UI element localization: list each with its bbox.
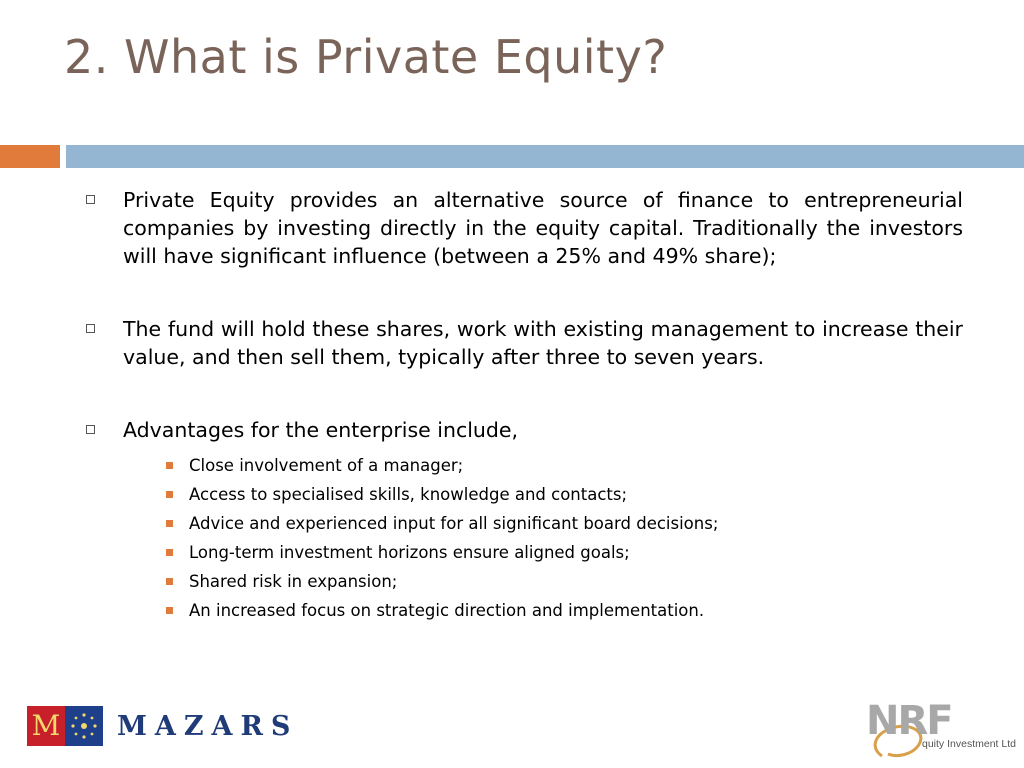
sub-bullet-item (166, 538, 963, 567)
bullet-text: Advantages for the enterprise include, (123, 418, 519, 442)
square-bullet-icon (166, 520, 173, 527)
mazars-wordmark: MAZARS (117, 710, 299, 742)
square-bullet-icon (166, 462, 173, 469)
hollow-square-bullet-icon (86, 324, 95, 333)
bullet-text: The fund will hold these shares, work with existing management to increase their value, and then sell them, typically after three to seven years. (123, 317, 963, 369)
square-bullet-icon (166, 578, 173, 585)
square-bullet-icon (166, 491, 173, 498)
sub-bullet-item (166, 509, 963, 538)
sub-bullet-text: Shared risk in expansion; (189, 572, 398, 591)
advantages-list (86, 451, 963, 625)
slide-title: 2. What is Private Equity? (64, 30, 668, 84)
mazars-mark-letter: M (27, 706, 65, 746)
sub-bullet-text: Long-term investment horizons ensure aligned goals; (189, 543, 630, 562)
slide-content (86, 186, 963, 625)
sub-bullet-text: Close involvement of a manager; (189, 456, 464, 475)
square-bullet-icon (166, 549, 173, 556)
header-bar (66, 145, 1024, 168)
nrf-logo (862, 698, 1022, 762)
hollow-square-bullet-icon (86, 425, 95, 434)
sub-bullet-text: An increased focus on strategic direction and implementation. (189, 601, 705, 620)
mazars-mark (27, 706, 103, 746)
hollow-square-bullet-icon (86, 195, 95, 204)
bullet-item (86, 186, 963, 270)
square-bullet-icon (166, 607, 173, 614)
bullet-text: Private Equity provides an alternative source of finance to entrepreneurial companies by investing directly in the equity capital. Traditionally the investors will have significant influence (between a 25% and 49% share); (123, 188, 963, 268)
sub-bullet-text: Advice and experienced input for all significant board decisions; (189, 514, 719, 533)
sub-bullet-item (166, 596, 963, 625)
bullet-item (86, 416, 963, 444)
bullet-item (86, 315, 963, 371)
star-cluster-icon (65, 706, 103, 746)
sub-bullet-item (166, 480, 963, 509)
sub-bullet-item (166, 567, 963, 596)
mazars-logo (27, 706, 298, 746)
sub-bullet-text: Access to specialised skills, knowledge and contacts; (189, 485, 628, 504)
nrf-tagline: quity Investment Ltd (922, 738, 1016, 750)
accent-bar (0, 145, 60, 168)
sub-bullet-item (166, 451, 963, 480)
nrf-wordmark: NRF (866, 698, 952, 744)
